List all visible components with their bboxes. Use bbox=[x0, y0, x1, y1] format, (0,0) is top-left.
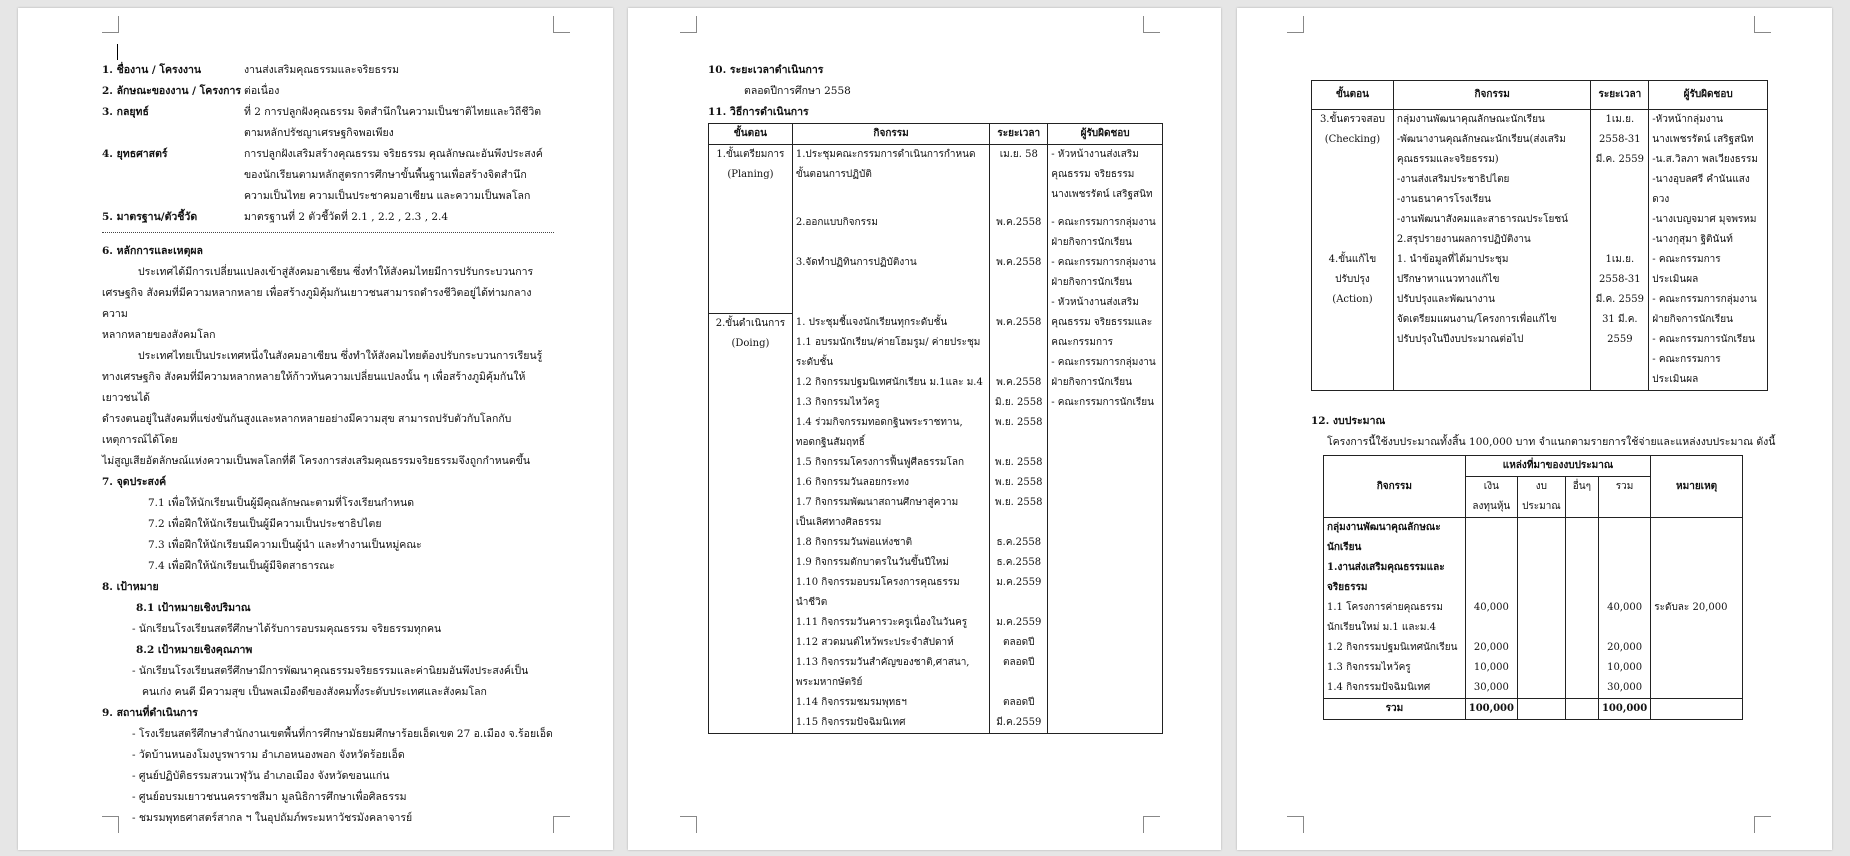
text-line: ดำรงตนอยู่ในสังคมที่แข่งขันกันสูงและหลากหลายอย่างมีความสุข สามารถปรับตัวกับโลกกับเหตุการณ์ได้โดย bbox=[102, 413, 512, 446]
budget-item bbox=[1324, 658, 1466, 678]
text-line: ปรับปรุง bbox=[1335, 274, 1370, 285]
time-cell: พ.ย. 2558 bbox=[990, 413, 1048, 453]
text-line: ลงทุนหุ้น bbox=[1472, 501, 1511, 512]
time-cell: มี.ค.2559 bbox=[990, 713, 1048, 734]
activity-cell bbox=[792, 333, 989, 373]
text-line: 1เม.ย. bbox=[1605, 114, 1635, 125]
responsible-cell bbox=[1048, 333, 1163, 373]
method-table-continued bbox=[1311, 80, 1768, 391]
place-item: - วัดบ้านหนองโมงบูรพาราม อำเภอหนองพอก จังหวัดร้อยเอ็ด bbox=[132, 749, 405, 761]
responsible-cell bbox=[1048, 313, 1163, 333]
header-row bbox=[102, 207, 554, 228]
text-line: ประเมินผล bbox=[1652, 374, 1699, 385]
responsible-cell bbox=[1048, 573, 1163, 613]
place-item: - โรงเรียนสตรีศึกษาสำนักงานเขตพื้นที่การศึกษามัธยมศึกษาร้อยเอ็ดเขต 27 อ.เมือง จ.ร้อยเอ็ด bbox=[132, 728, 553, 740]
text-line: 1.1 โครงการค่ายคุณธรรม bbox=[1327, 602, 1444, 613]
text-line: มาตรฐานที่ 2 ตัวชี้วัดที่ 2.1 , 2.2 , 2.3 , 2.4 bbox=[244, 211, 449, 223]
column-header: หมายเหตุ bbox=[1651, 456, 1743, 518]
paragraph bbox=[102, 262, 554, 346]
text-line: 1.12 สวดมนต์ไหว้พระประจำสัปดาห์ bbox=[795, 637, 954, 648]
text-line: นักเรียน bbox=[1327, 542, 1362, 553]
activity-cell bbox=[792, 533, 989, 553]
text-line: 1.14 กิจกรรมชมรมพุทธฯ bbox=[795, 697, 907, 708]
text-line: - คณะกรรมการ bbox=[1652, 354, 1721, 365]
column-header: แหล่งที่มาของงบประมาณ bbox=[1465, 456, 1650, 477]
text-line: - คณะกรรมการกลุ่มงาน bbox=[1051, 217, 1156, 228]
budget-row bbox=[1324, 658, 1743, 678]
text-line: 1.15 กิจกรรมปัจฉิมนิเทศ bbox=[795, 717, 906, 728]
table-row bbox=[1312, 110, 1768, 251]
activity-cell bbox=[792, 553, 989, 573]
activity-cell bbox=[792, 373, 989, 393]
text-line: -พัฒนางานคุณลักษณะนักเรียน(ส่งเสริม bbox=[1396, 134, 1566, 145]
responsible-cell bbox=[1048, 373, 1163, 393]
text-line: 2559 bbox=[1607, 334, 1633, 345]
objective-item: 7.1 เพื่อให้นักเรียนเป็นผู้มีคุณลักษณะตามที่โรงเรียนกำหนด bbox=[148, 497, 415, 509]
crop-mark bbox=[1754, 16, 1771, 33]
budget-intro: โครงการนี้ใช้งบประมาณทั้งสิ้น 100,000 บาท จำแนกตามรายการใช้จ่ายและแหล่งงบประมาณ ดังนี้ bbox=[1327, 436, 1776, 448]
text-line: 1.3 กิจกรรมไหว้ครู bbox=[1327, 662, 1411, 673]
text-line: -นางเบญจมาศ มุจพรหม bbox=[1652, 214, 1757, 225]
budget-sum-row bbox=[1324, 699, 1743, 720]
responsible-cell bbox=[1048, 253, 1163, 313]
time-cell: ธ.ค.2558 bbox=[990, 553, 1048, 573]
responsible-cell bbox=[1048, 473, 1163, 493]
budget-money: 10,000 bbox=[1465, 658, 1517, 678]
subsection-title: 8.1 เป้าหมายเชิงปริมาณ bbox=[136, 602, 251, 614]
column-header: ขั้นตอน bbox=[1312, 81, 1394, 110]
text-line: ทอดกฐินสัมฤทธิ์ bbox=[795, 437, 865, 448]
activity-cell bbox=[792, 313, 989, 333]
time-cell: มิ.ย. 2558 bbox=[990, 393, 1048, 413]
text-line: - หัวหน้างานส่งเสริม bbox=[1051, 297, 1139, 308]
time-cell bbox=[990, 333, 1048, 373]
text-line: ปรับปรุงและพัฒนางาน bbox=[1396, 294, 1495, 305]
text-line: 1.3 กิจกรรมไหว้ครู bbox=[795, 397, 880, 408]
activity-cell bbox=[792, 653, 989, 693]
time-cell: ตลอดปี bbox=[990, 693, 1048, 713]
column-header: กิจกรรม bbox=[1393, 81, 1590, 110]
text-line: ประเมินผล bbox=[1652, 274, 1699, 285]
text-line: -นางกุสุมา ฐิตินันท์ bbox=[1652, 234, 1733, 245]
header-value bbox=[244, 60, 554, 81]
text-line: (Planing) bbox=[727, 169, 774, 180]
text-line: การปลูกฝังเสริมสร้างคุณธรรม จริยธรรม คุณลักษณะอันพึงประสงค์ bbox=[244, 148, 543, 160]
text-line: นักเรียนใหม่ ม.1 และม.4 bbox=[1327, 622, 1437, 633]
header-value bbox=[244, 81, 554, 102]
activity-cell bbox=[1393, 250, 1590, 391]
text-line: เป็นเลิศทางศิลธรรม bbox=[795, 517, 882, 528]
separator bbox=[102, 232, 554, 233]
text-line: - คณะกรรมการ bbox=[1652, 254, 1721, 265]
text-line: 1.8 กิจกรรมวันพ่อแห่งชาติ bbox=[795, 537, 913, 548]
budget-note bbox=[1651, 678, 1743, 699]
text-line: 1.13 กิจกรรมวันสำคัญของชาติ,ศาสนา, bbox=[795, 657, 970, 668]
crop-mark bbox=[1287, 16, 1304, 33]
budget-note bbox=[1651, 658, 1743, 678]
activity-cell bbox=[792, 613, 989, 633]
header-label: 3. กลยุทธ์ bbox=[102, 106, 149, 118]
crop-mark bbox=[1143, 16, 1160, 33]
time-cell: พ.ย. 2558 bbox=[990, 493, 1048, 533]
text-line: คุณธรรม จริยธรรม bbox=[1051, 169, 1135, 180]
section-title: 9. สถานที่ดำเนินการ bbox=[102, 707, 198, 719]
column-header: ขั้นตอน bbox=[709, 124, 793, 145]
text-line: ประมาณ bbox=[1522, 501, 1561, 512]
time-cell: พ.ค.2558 bbox=[990, 313, 1048, 333]
text-line: 1.2 กิจกรรมปฐมนิเทศนักเรียน ม.1และ ม.4 bbox=[795, 377, 983, 388]
budget-money: 20,000 bbox=[1465, 638, 1517, 658]
text-line: 2.ขั้นดำเนินการ bbox=[715, 317, 786, 329]
duration-title: 10. ระยะเวลาดำเนินการ bbox=[708, 64, 824, 76]
page-1-text[interactable] bbox=[102, 60, 554, 829]
budget-row bbox=[1324, 598, 1743, 638]
step-cell bbox=[709, 145, 793, 314]
text-line: - หัวหน้างานส่งเสริม bbox=[1051, 149, 1139, 160]
document-page-1 bbox=[18, 8, 613, 850]
page-2-text[interactable] bbox=[708, 60, 1160, 734]
text-line: 1.4 กิจกรรมปัจฉิมนิเทศ bbox=[1327, 682, 1431, 693]
target-item: - นักเรียนโรงเรียนสตรีศึกษามีการพัฒนาคุณธรรมจริยธรรมและค่านิยมอันพึงประสงค์เป็น bbox=[132, 665, 529, 677]
text-line: ฝ่ายกิจการนักเรียน bbox=[1652, 314, 1733, 325]
text-line: ความเป็นไทย ความเป็นประชาคมอาเซียน และความเป็นพลโลก bbox=[244, 190, 531, 202]
target-item: คนเก่ง คนดี มีความสุข เป็นพลเมืองดีของสังคมทั้งระดับประเทศและสังคมโลก bbox=[142, 686, 487, 698]
crop-mark bbox=[1143, 816, 1160, 833]
header-row bbox=[102, 60, 554, 81]
page-3-text[interactable] bbox=[1311, 80, 1776, 720]
text-line: กลุ่มงานพัฒนาคุณลักษณะนักเรียน bbox=[1396, 114, 1545, 125]
column-header: กิจกรรม bbox=[1324, 456, 1466, 518]
text-line: 1. ประชุมชี้แจงนักเรียนทุกระดับชั้น bbox=[795, 317, 948, 328]
text-line: ต่อเนื่อง bbox=[244, 85, 280, 97]
activity-cell bbox=[1393, 110, 1590, 251]
budget-sum-total: 100,000 bbox=[1598, 699, 1650, 720]
text-line: ฝ่ายกิจการนักเรียน bbox=[1051, 277, 1132, 288]
responsible-cell bbox=[1048, 613, 1163, 633]
text-line: มี.ค. 2559 bbox=[1595, 154, 1644, 165]
activity-cell bbox=[792, 393, 989, 413]
text-line: จริยธรรม bbox=[1327, 582, 1368, 593]
text-line: ตามหลักปรัชญาเศรษฐกิจพอเพียง bbox=[244, 127, 394, 139]
time-cell: พ.ย. 2558 bbox=[990, 453, 1048, 473]
crop-mark bbox=[102, 16, 119, 33]
header-label: 4. ยุทธศาสตร์ bbox=[102, 148, 168, 160]
text-line: นำชีวิต bbox=[795, 597, 828, 608]
text-line: ระดับชั้น bbox=[795, 357, 834, 368]
crop-mark bbox=[680, 816, 697, 833]
text-line: 2.ออกแบบกิจกรรม bbox=[795, 217, 878, 228]
objective-item: 7.2 เพื่อฝึกให้นักเรียนเป็นผู้มีความเป็นประชาธิปไตย bbox=[148, 518, 382, 530]
responsible-cell bbox=[1048, 553, 1163, 573]
document-page-3 bbox=[1237, 8, 1832, 850]
text-line: 1.1 อบรมนักเรียน/ค่ายโฮมรูม/ ค่ายประชุม bbox=[795, 337, 981, 348]
header-value bbox=[244, 102, 554, 144]
budget-header-row bbox=[1324, 456, 1743, 477]
text-line: คุณธรรม จริยธรรมและ bbox=[1051, 317, 1153, 328]
section-title: 6. หลักการและเหตุผล bbox=[102, 245, 203, 257]
header-label: 1. ชื่องาน / โครงงาน bbox=[102, 64, 202, 76]
step-cell bbox=[1312, 250, 1394, 391]
text-line: หลากหลายของสังคมโลก bbox=[102, 329, 216, 341]
text-line: 1.9 กิจกรรมตักบาตรในวันขึ้นปีใหม่ bbox=[795, 557, 949, 568]
place-item: - ศูนย์ปฏิบัติธรรมสวนเวฬุวัน อำเภอเมือง จังหวัดขอนแก่น bbox=[132, 770, 390, 782]
activity-cell bbox=[792, 453, 989, 473]
text-line: ประเทศไทยเป็นประเทศหนึ่งในสังคมอาเซียน ซึ่งทำให้สังคมไทยต้องปรับกระบวนการเรียนรู้ bbox=[138, 350, 543, 362]
crop-mark bbox=[1754, 816, 1771, 833]
text-line: 31 มี.ค. bbox=[1602, 314, 1638, 325]
table-row bbox=[1312, 250, 1768, 391]
time-cell: ม.ค.2559 bbox=[990, 613, 1048, 633]
responsible-cell bbox=[1649, 250, 1768, 391]
text-line: ขั้นตอนการปฏิบัติ bbox=[795, 169, 872, 180]
text-line: 1.งานส่งเสริมคุณธรรมและ bbox=[1327, 562, 1445, 573]
responsible-cell bbox=[1048, 713, 1163, 734]
activity-cell bbox=[792, 633, 989, 653]
target-item: - นักเรียนโรงเรียนสตรีศึกษาได้รับการอบรมคุณธรรม จริยธรรมทุกคน bbox=[132, 623, 442, 635]
section-title: 7. จุดประสงค์ bbox=[102, 476, 167, 488]
text-line: (Checking) bbox=[1324, 134, 1381, 145]
responsible-cell bbox=[1048, 213, 1163, 253]
method-title: 11. วิธีการดำเนินการ bbox=[708, 106, 809, 118]
text-line: 3.จัดทำปฏิทินการปฏิบัติงาน bbox=[795, 257, 917, 268]
text-line: -หัวหน้ากลุ่มงาน bbox=[1652, 114, 1724, 125]
time-cell: พ.ค.2558 bbox=[990, 253, 1048, 313]
activity-cell bbox=[792, 213, 989, 253]
responsible-cell bbox=[1048, 145, 1163, 214]
method-table bbox=[708, 123, 1163, 734]
text-line: -งานธนาคารโรงเรียน bbox=[1396, 194, 1491, 205]
text-line: 1.6 กิจกรรมวันลอยกระทง bbox=[795, 477, 909, 488]
crop-mark bbox=[1287, 816, 1304, 833]
budget-item bbox=[1324, 598, 1466, 638]
place-item: - ชมรมพุทธศาสตร์สากล ฯ ในอุปถัมภ์พระมหาวัชรมังคลาจารย์ bbox=[132, 812, 413, 824]
text-line: นางเพชรรัตน์ เสริฐสนิท bbox=[1652, 134, 1754, 145]
header-row bbox=[102, 102, 554, 144]
budget-item bbox=[1324, 638, 1466, 658]
duration-value: ตลอดปีการศึกษา 2558 bbox=[744, 85, 851, 97]
column-header: กิจกรรม bbox=[792, 124, 989, 145]
text-line: - คณะกรรมการกลุ่มงาน bbox=[1051, 257, 1156, 268]
budget-total: 20,000 bbox=[1598, 638, 1650, 658]
time-cell: พ.ย. 2558 bbox=[990, 473, 1048, 493]
step-cell bbox=[709, 313, 793, 734]
text-line: 1. นำข้อมูลที่ได้มาประชุม bbox=[1396, 254, 1509, 265]
time-cell: เม.ย. 58 bbox=[990, 145, 1048, 214]
subsection-title: 8.2 เป้าหมายเชิงคุณภาพ bbox=[136, 644, 253, 656]
budget-total: 10,000 bbox=[1598, 658, 1650, 678]
budget-title: 12. งบประมาณ bbox=[1311, 415, 1386, 427]
time-cell: ตลอดปี bbox=[990, 633, 1048, 653]
table-row bbox=[709, 145, 1163, 214]
responsible-cell bbox=[1048, 413, 1163, 453]
column-header: ระยะเวลา bbox=[990, 124, 1048, 145]
activity-cell bbox=[792, 493, 989, 533]
text-line: งบ bbox=[1535, 481, 1547, 492]
activity-cell bbox=[792, 693, 989, 713]
column-header bbox=[1465, 477, 1517, 518]
text-line: ที่ 2 การปลูกฝังคุณธรรม จิตสำนึกในความเป็นชาติไทยและวิถีชีวิต bbox=[244, 106, 542, 118]
text-line: ฝ่ายกิจการนักเรียน bbox=[1051, 237, 1132, 248]
activity-cell bbox=[792, 713, 989, 734]
text-line: - คณะกรรมการนักเรียน bbox=[1051, 397, 1154, 408]
text-line: (Action) bbox=[1332, 294, 1373, 305]
header-value bbox=[244, 144, 554, 207]
text-line: 2.สรุปรายงานผลการปฏิบัติงาน bbox=[1396, 234, 1531, 245]
column-header: ผู้รับผิดชอบ bbox=[1649, 81, 1768, 110]
responsible-cell bbox=[1048, 393, 1163, 413]
text-line: (Doing) bbox=[731, 337, 770, 349]
responsible-cell bbox=[1649, 110, 1768, 251]
header-row bbox=[102, 144, 554, 207]
text-line: 4.ขั้นแก้ไข bbox=[1328, 254, 1377, 265]
text-line: - คณะกรรมการกลุ่มงาน bbox=[1051, 357, 1156, 368]
objective-item: 7.3 เพื่อฝึกให้นักเรียนมีความเป็นผู้นำ และทำงานเป็นหมู่คณะ bbox=[148, 539, 422, 551]
time-cell: พ.ค.2558 bbox=[990, 213, 1048, 253]
crop-mark bbox=[553, 16, 570, 33]
text-line: คณะกรรมการ bbox=[1051, 337, 1114, 348]
text-line: 1.11 กิจกรรมวันคารวะครูเนื่องในวันครู bbox=[795, 617, 968, 628]
column-header bbox=[1517, 477, 1565, 518]
header-value bbox=[244, 207, 554, 228]
text-line: 3.ขั้นตรวจสอบ bbox=[1319, 114, 1385, 125]
budget-note: ระดับละ 20,000 bbox=[1651, 598, 1743, 638]
text-line: ทางเศรษฐกิจ สังคมที่มีความหลากหลายให้ก้าวทันความเปลี่ยนแปลงนั้น ๆ เพื่อสร้างภูมิคุ้มกันให้เยาวชนได้ bbox=[102, 371, 526, 404]
text-line: 1เม.ย. bbox=[1605, 254, 1635, 265]
text-line: เศรษฐกิจ สังคมที่มีความหลากหลาย เพื่อสร้างภูมิคุ้มกันเยาวชนสามารถดำรงชีวิตอยู่ได้ท่ามกลางความ bbox=[102, 287, 532, 320]
step-cell bbox=[1312, 110, 1394, 251]
budget-sum-label: รวม bbox=[1324, 699, 1466, 720]
text-line: ไม่สูญเสียอัตลักษณ์แห่งความเป็นพลโลกที่ดี โครงการส่งเสริมคุณธรรมจริยธรรมจึงถูกกำหนดขึ้น bbox=[102, 455, 531, 467]
responsible-cell bbox=[1048, 633, 1163, 653]
text-line: ปรับปรุงในปีงบประมาณต่อไป bbox=[1396, 334, 1524, 345]
text-line: นางเพชรรัตน์ เสริฐสนิท bbox=[1051, 189, 1153, 200]
text-line: 1.5 กิจกรรมโครงการฟื้นฟูศีลธรรมโลก bbox=[795, 457, 965, 468]
responsible-cell bbox=[1048, 693, 1163, 713]
time-cell bbox=[1591, 250, 1649, 391]
column-header: รวม bbox=[1598, 477, 1650, 518]
activity-cell bbox=[792, 413, 989, 453]
column-header: ผู้รับผิดชอบ bbox=[1048, 124, 1163, 145]
budget-total: 30,000 bbox=[1598, 678, 1650, 699]
text-line: 2558-31 bbox=[1599, 274, 1641, 285]
document-page-2 bbox=[628, 8, 1221, 850]
place-item: - ศูนย์อบรมเยาวชนนครราชสีมา มูลนิธิการศึกษาเพื่อศิลธรรม bbox=[132, 791, 407, 803]
responsible-cell bbox=[1048, 453, 1163, 473]
text-line: เงิน bbox=[1483, 481, 1499, 492]
text-line: มี.ค. 2559 bbox=[1595, 294, 1644, 305]
text-line: 1.ประชุมคณะกรรมการดำเนินการกำหนด bbox=[795, 149, 976, 160]
text-line: 1.4 ร่วมกิจกรรมทอดกฐินพระราชทาน, bbox=[795, 417, 963, 428]
activity-cell bbox=[792, 253, 989, 313]
budget-money: 40,000 bbox=[1465, 598, 1517, 638]
budget-money: 30,000 bbox=[1465, 678, 1517, 699]
activity-cell bbox=[792, 473, 989, 493]
crop-mark bbox=[553, 816, 570, 833]
time-cell: พ.ค.2558 bbox=[990, 373, 1048, 393]
responsible-cell bbox=[1048, 653, 1163, 693]
paragraph bbox=[102, 346, 554, 472]
time-cell: ธ.ค.2558 bbox=[990, 533, 1048, 553]
text-line: คุณธรรมและจริยธรรม) bbox=[1396, 154, 1499, 165]
text-line: 1.2 กิจกรรมปฐมนิเทศนักเรียน bbox=[1327, 642, 1458, 653]
text-line: ของนักเรียนตามหลักสูตรการศึกษาขั้นพื้นฐานเพื่อสร้างจิตสำนึก bbox=[244, 169, 527, 181]
budget-row bbox=[1324, 678, 1743, 699]
text-line: 1.10 กิจกรรมอบรมโครงการคุณธรรม bbox=[795, 577, 960, 588]
budget-table bbox=[1323, 455, 1743, 720]
text-line: ประเทศได้มีการเปลี่ยนแปลงเข้าสู่สังคมอาเซียน ซึ่งทำให้สังคมไทยมีการปรับกระบวนการ bbox=[138, 266, 534, 278]
time-cell: ม.ค.2559 bbox=[990, 573, 1048, 613]
column-header: อื่นๆ bbox=[1565, 477, 1598, 518]
section-title: 8. เป้าหมาย bbox=[102, 581, 159, 593]
text-line: 2558-31 bbox=[1599, 134, 1641, 145]
text-line: - คณะกรรมการกลุ่มงาน bbox=[1652, 294, 1757, 305]
text-cursor bbox=[117, 44, 118, 60]
text-line: -น.ส.วิลภา พลเวียงธรรม bbox=[1652, 154, 1759, 165]
text-line: ปรึกษาหาแนวทางแก้ไข bbox=[1396, 274, 1500, 285]
text-line: - คณะกรรมการนักเรียน bbox=[1652, 334, 1755, 345]
activity-cell bbox=[792, 573, 989, 613]
table-header-row bbox=[709, 124, 1163, 145]
budget-note bbox=[1651, 638, 1743, 658]
time-cell bbox=[1591, 110, 1649, 251]
activity-cell bbox=[792, 145, 989, 214]
budget-total: 40,000 bbox=[1598, 598, 1650, 638]
text-line: 1.ขั้นเตรียมการ bbox=[716, 149, 785, 160]
column-header: ระยะเวลา bbox=[1591, 81, 1649, 110]
text-line: -งานส่งเสริมประชาธิปไตย bbox=[1396, 174, 1510, 185]
text-line: -นางอุบลศรี คำนันแสงดวง bbox=[1652, 174, 1750, 205]
budget-group-row bbox=[1324, 518, 1743, 599]
text-line: งานส่งเสริมคุณธรรมและจริยธรรม bbox=[244, 64, 400, 76]
text-line: พระมหากษัตริย์ bbox=[795, 677, 863, 688]
responsible-cell bbox=[1048, 493, 1163, 533]
table-header-row bbox=[1312, 81, 1768, 110]
budget-row bbox=[1324, 638, 1743, 658]
time-cell: ตลอดปี bbox=[990, 653, 1048, 693]
objective-item: 7.4 เพื่อฝึกให้นักเรียนเป็นผู้มีจิตสาธารณะ bbox=[148, 560, 335, 572]
header-label: 2. ลักษณะของงาน / โครงการ bbox=[102, 85, 241, 97]
text-line: ฝ่ายกิจการนักเรียน bbox=[1051, 377, 1132, 388]
text-line: กลุ่มงานพัฒนาคุณลักษณะ bbox=[1327, 522, 1441, 533]
text-line: 1.7 กิจกรรมพัฒนาสถานศึกษาสู่ความ bbox=[795, 497, 959, 508]
text-line: จัดเตรียมแผนงาน/โครงการเพื่อแก้ไข bbox=[1396, 314, 1557, 325]
header-row bbox=[102, 81, 554, 102]
budget-item bbox=[1324, 678, 1466, 699]
budget-group bbox=[1324, 518, 1466, 599]
text-line: -งานพัฒนาสังคมและสาธารณประโยชน์ bbox=[1396, 214, 1568, 225]
budget-sum-money: 100,000 bbox=[1465, 699, 1517, 720]
responsible-cell bbox=[1048, 533, 1163, 553]
crop-mark bbox=[680, 16, 697, 33]
table-row bbox=[709, 313, 1163, 333]
header-label: 5. มาตรฐาน/ตัวชี้วัด bbox=[102, 211, 198, 223]
